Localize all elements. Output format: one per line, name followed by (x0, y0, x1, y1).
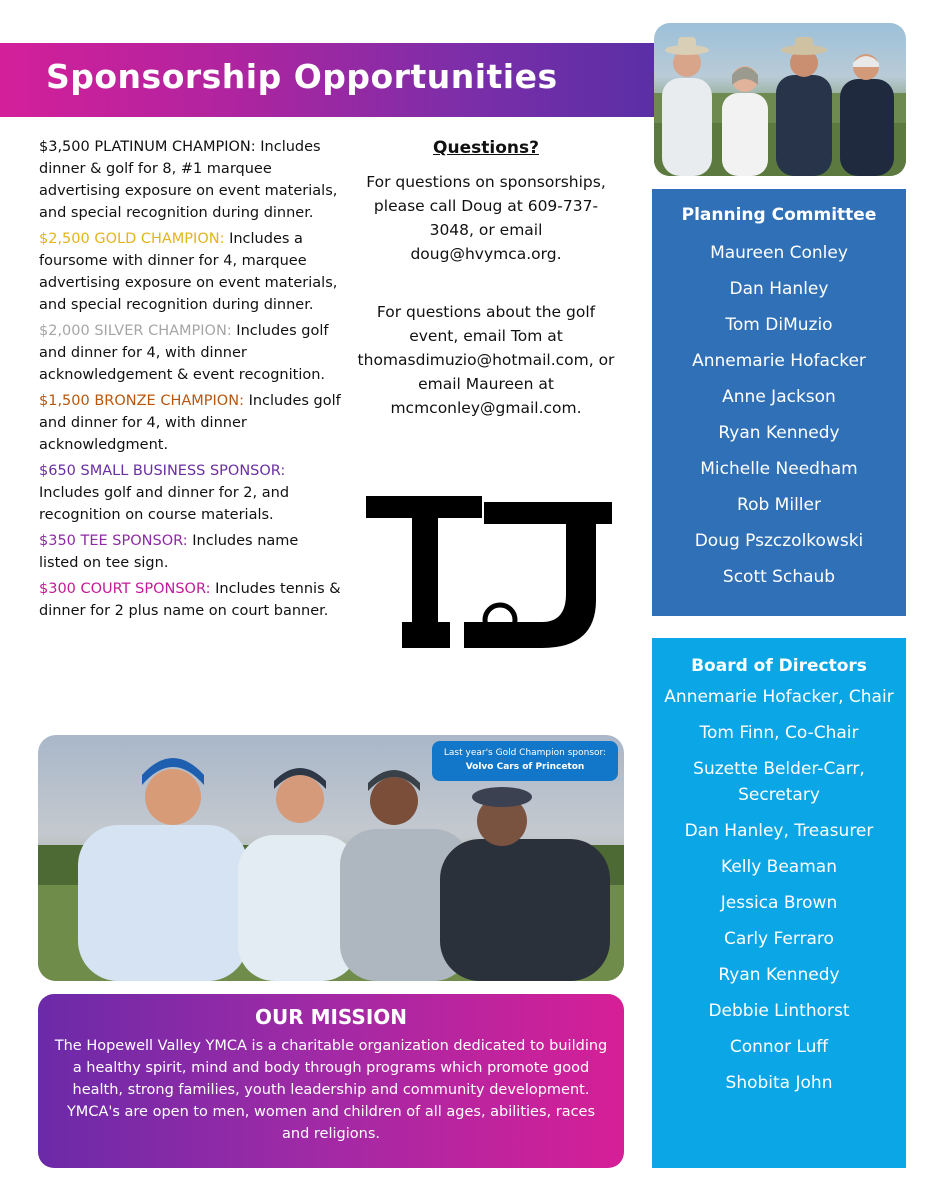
questions-heading: Questions? (433, 138, 539, 158)
sponsor-desc: Includes golf and dinner for 4, with dinner acknowledgment. (39, 393, 341, 453)
sponsor-item-court (39, 578, 341, 622)
board-of-directors-panel (652, 638, 906, 1168)
golfers-photo-bottom (38, 735, 624, 981)
list-item: Maureen Conley (710, 243, 848, 263)
list-item: Rob Miller (737, 495, 821, 515)
sponsor-tier: $650 SMALL BUSINESS SPONSOR: (39, 463, 286, 479)
list-item: Anne Jackson (722, 387, 836, 407)
list-item: Dan Hanley, Treasurer (684, 821, 874, 841)
board-heading: Board of Directors (691, 656, 867, 676)
list-item: Michelle Needham (700, 459, 858, 479)
caption-line-2: Volvo Cars of Princeton (465, 762, 585, 772)
list-item: Debbie Linthorst (708, 1001, 850, 1021)
mission-text: The Hopewell Valley YMCA is a charitable organization dedicated to building a healthy spirit, mind and body through programs which promote good health, strong families, youth leadership and community development. YMCA's are open to men, women and children of all ages, abilities, races and religions. (54, 1038, 608, 1142)
title-banner (0, 43, 655, 117)
list-item: Tom DiMuzio (725, 315, 833, 335)
sponsor-item-platinum (39, 136, 341, 224)
sponsorship-list (39, 136, 341, 626)
sponsor-tier: $2,000 SILVER CHAMPION: (39, 323, 232, 339)
questions-golf-contact: For questions about the golf event, email Tom at thomasdimuzio@hotmail.com, or email Maureen at mcmconley@gmail.com. (357, 303, 615, 417)
tj-logo (366, 496, 612, 648)
sponsor-desc: Includes tennis & dinner for 2 plus name on court banner. (39, 581, 341, 619)
sponsor-desc: Includes name listed on tee sign. (39, 533, 299, 571)
planning-committee-panel (652, 189, 906, 616)
list-item: Ryan Kennedy (718, 965, 840, 985)
list-item: Tom Finn, Co-Chair (699, 723, 859, 743)
sponsor-tier: $350 TEE SPONSOR: (39, 533, 188, 549)
golfers-photo-top (654, 23, 906, 176)
list-item: Jessica Brown (720, 893, 838, 913)
sponsor-tier: $3,500 PLATINUM CHAMPION: (39, 139, 256, 155)
planning-committee-list (652, 235, 906, 595)
list-item: Dan Hanley (729, 279, 829, 299)
sponsor-desc: Includes dinner & golf for 8, #1 marquee advertising exposure on event materials, and special recognition during dinner. (39, 139, 338, 221)
sponsor-item-small-business (39, 460, 341, 526)
list-item: Annemarie Hofacker, Chair (664, 687, 894, 707)
sponsor-item-tee (39, 530, 341, 574)
questions-sponsorship-contact: For questions on sponsorships, please call Doug at 609-737-3048, or email doug@hvymca.org. (366, 173, 606, 263)
sponsor-tier: $300 COURT SPONSOR: (39, 581, 211, 597)
sponsor-item-bronze (39, 390, 341, 456)
page-title: Sponsorship Opportunities (46, 57, 558, 96)
mission-heading: OUR MISSION (254, 1005, 408, 1029)
caption-line-1: Last year's Gold Champion sponsor: (443, 748, 607, 758)
sponsor-item-gold (39, 228, 341, 316)
list-item: Doug Pszczolkowski (694, 531, 864, 551)
sponsor-desc: Includes a foursome with dinner for 4, marquee advertising exposure on event materials, and special recognition during dinner. (39, 231, 338, 313)
list-item: Kelly Beaman (721, 857, 837, 877)
photo-caption (432, 741, 618, 781)
sponsor-tier: $1,500 BRONZE CHAMPION: (39, 393, 244, 409)
questions-section (352, 136, 620, 420)
list-item: Scott Schaub (722, 567, 836, 587)
mission-box (38, 994, 624, 1168)
list-item: Connor Luff (729, 1037, 829, 1057)
planning-committee-heading: Planning Committee (681, 205, 877, 225)
list-item: Carly Ferraro (724, 929, 834, 949)
sponsor-desc: Includes golf and dinner for 2, and recognition on course materials. (39, 485, 290, 523)
sponsor-item-silver (39, 320, 341, 386)
board-list (652, 684, 906, 1096)
list-item: Ryan Kennedy (718, 423, 840, 443)
list-item: Annemarie Hofacker (692, 351, 866, 371)
list-item: Suzette Belder-Carr, Secretary (693, 759, 865, 805)
sponsor-tier: $2,500 GOLD CHAMPION: (39, 231, 225, 247)
sponsor-desc: Includes golf and dinner for 4, with dinner acknowledgement & event recognition. (39, 323, 329, 383)
list-item: Shobita John (725, 1073, 833, 1093)
